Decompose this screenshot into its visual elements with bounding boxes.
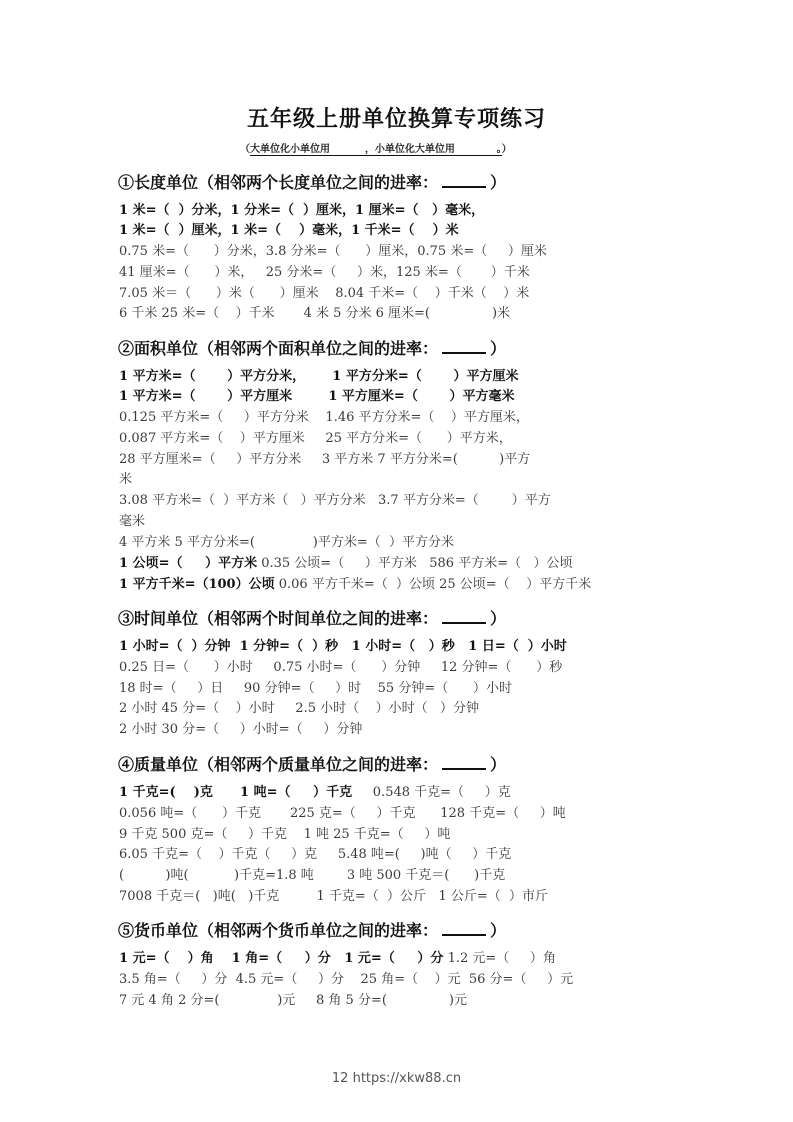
exercise-line: 0.25 日=（ ）小时 0.75 小时=（ ）分钟 12 分钟=（ ）秒 [119,660,563,675]
subtitle-instruction [240,140,512,155]
exercise-line [119,784,511,802]
exercise-bold-part: 1 千克=( )克 1 吨=（ ）千克 [119,785,353,800]
exercise-line: 6.05 千克=（ ）千克（ ）克 5.48 吨=( )吨（ ）千克 [119,847,512,862]
heading-close: ） [490,173,507,192]
exercise-line: 9 千克 500 克=（ ）千克 1 吨 25 千克=（ ）吨 [119,827,451,842]
heading-text: ⑤货币单位（相邻两个货币单位之间的进率： [118,921,439,940]
section-heading-mass [118,752,506,775]
heading-close: ） [490,609,507,628]
rate-blank [442,338,486,354]
section-heading-length [118,170,506,193]
exercise-line: 18 时=（ ）日 90 分钟=（ ）时 55 分钟=（ ）小时 [119,681,513,696]
exercise-line: 2 小时 30 分=（ ）小时=（ ）分钟 [119,722,363,737]
exercise-bold-part: 1 元=（ ）角 1 角=（ ）分 1 元=（ ）分 [119,951,444,966]
exercise-line: 7 元 4 角 2 分=( )元 8 角 5 分=( )元 [119,993,467,1008]
exercise-line: 0.125 平方米=（ ）平方分米 1.46 平方分米=（ ）平方厘米， [119,410,529,425]
exercise-line: 米 [119,472,133,487]
exercise-line: 41 厘米=（ ）米， 25 分米=（ ）米，125 米=（ ）千米 [119,265,530,280]
exercise-line [119,555,573,573]
section-heading-time [118,606,506,629]
section-heading-currency [118,918,506,941]
page-footer: 12 https://xkw88.cn [331,1071,462,1086]
exercise-line: 4 平方米 5 平方分米=( )平方米=（ ）平方分米 [119,535,454,550]
heading-text: ②面积单位（相邻两个面积单位之间的进率： [118,339,439,358]
exercise-line: 毫米 [119,514,146,529]
exercise-line [119,576,591,594]
rate-blank [442,608,486,624]
exercise-rest: 1.2 元=（ ）角 [443,951,556,966]
exercise-line: 7.05 米＝（ ）米（ ）厘米 8.04 千米=（ ）千米（ ）米 [119,286,530,301]
exercise-bold-part: 1 公顷=（ ）平方米 [119,556,258,571]
exercise-line: 0.056 吨=（ ）千克 225 克=（ ）千克 128 千克=（ ）吨 [119,806,566,821]
exercise-line: 6 千米 25 米=（ ）千米 4 米 5 分米 6 厘米=( )米 [119,306,511,321]
exercise-line: 3.08 平方米=（ ）平方米（ ）平方分米 3.7 平方分米=（ ）平方 [119,493,551,508]
subtitle-text: 大单位化小单位用 ，小单位化大单位用 。 [250,144,502,155]
rate-blank [442,920,486,936]
exercise-rest: 0.06 平方千米=（ ）公顷 25 公顷=（ ）平方千米 [274,577,592,592]
exercise-line [119,950,556,968]
page-title: 五年级上册单位换算专项练习 [246,106,546,132]
subtitle-close-paren: ） [501,144,512,155]
exercise-bold-part: 1 平方千米=（100）公顷 [119,577,275,592]
exercise-rest: 0.35 公顷=（ ）平方米 586 平方米=（ ）公顷 [257,556,573,571]
exercise-line: 0.75 米=（ ）分米，3.8 分米=（ ）厘米，0.75 米=（ ）厘米 [119,244,547,259]
exercise-line: 2 小时 45 分=（ ）小时 2.5 小时（ ）小时（ ）分钟 [119,701,480,716]
section-heading-area [118,336,506,359]
exercise-line: 28 平方厘米=（ ）平方分米 3 平方米 7 平方分米=( )平方 [119,452,531,467]
exercise-rest: 0.548 千克=（ ）克 [352,785,511,800]
exercise-line: 0.087 平方米=（ ）平方厘米 25 平方分米=（ ）平方米， [119,431,512,446]
heading-close: ） [490,339,507,358]
heading-text: ④质量单位（相邻两个质量单位之间的进率： [118,755,439,774]
subtitle-open-paren: （ [240,144,250,155]
exercise-line: 1 小时=（ ）分钟 1 分钟=（ ）秒 1 小时=（ ）秒 1 日=（ ）小时 [119,639,567,654]
exercise-line: ( )吨( )千克=1.8 吨 3 吨 500 千克＝( )千克 [119,868,506,883]
exercise-line: 7008 千克＝( )吨( )千克 1 千克=（ ）公斤 1 公斤=（ ）市斤 [119,889,549,904]
exercise-line: 1 平方米=（ ）平方分米， 1 平方分米=（ ）平方厘米 [119,369,519,384]
exercise-line: 1 米=（ ）厘米，1 米=（ ）毫米，1 千米=（ ）米 [119,223,459,238]
heading-text: ①长度单位（相邻两个长度单位之间的进率： [118,173,439,192]
exercise-line: 1 米=（ ）分米，1 分米=（ ）厘米，1 厘米=（ ）毫米， [119,203,485,218]
rate-blank [442,754,486,770]
heading-close: ） [490,755,507,774]
heading-text: ③时间单位（相邻两个时间单位之间的进率： [118,609,439,628]
rate-blank [442,172,486,188]
exercise-line: 3.5 角=（ ）分 4.5 元=（ ）分 25 角=（ ）元 56 分=（ ）元 [119,972,574,987]
heading-close: ） [490,921,507,940]
exercise-line: 1 平方米=（ ）平方厘米 1 平方厘米=（ ）平方毫米 [119,389,515,404]
